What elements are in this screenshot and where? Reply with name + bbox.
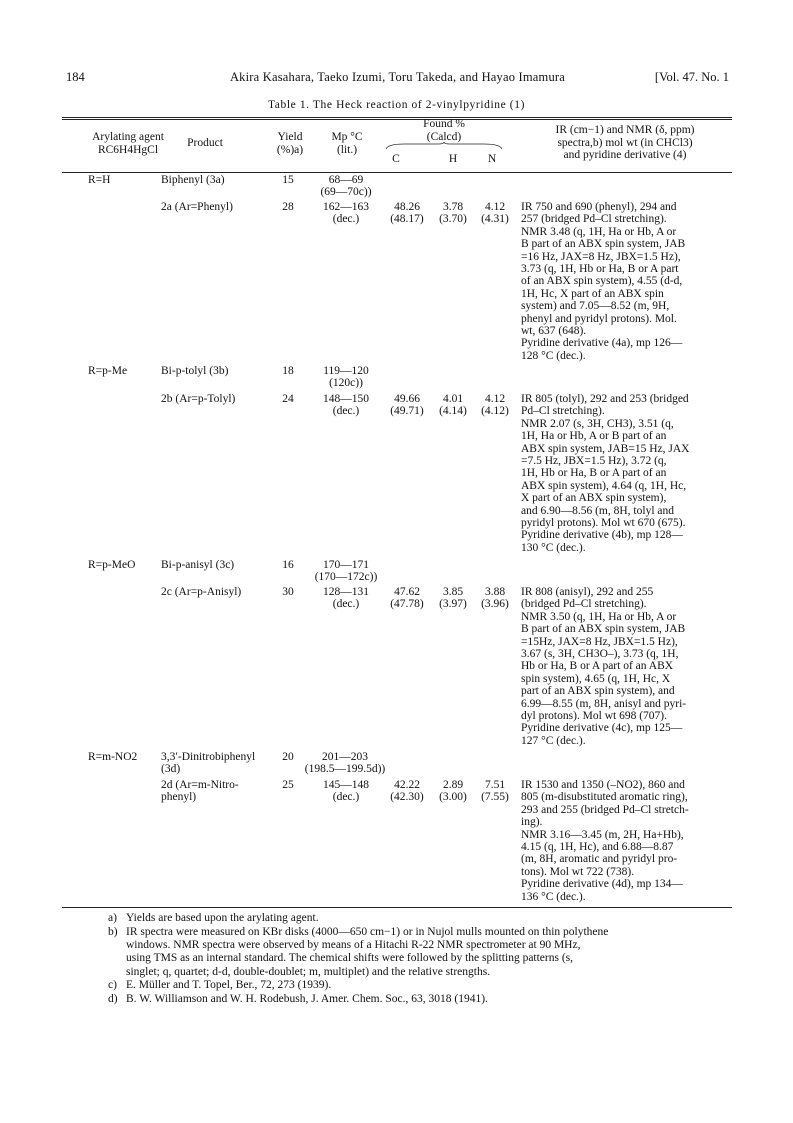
footnote-text: IR spectra were measured on KBr disks (4000—650 cm−1) or in Nujol mulls mounted on thin polythene windows. NMR spectra were observed by means of a Hitachi R-22 NMR spectrometer at 90 MHz, using TMS as an internal standard. The chemical shifts were followed by the splitting patterns (s, singlet; q, quartet; d-d, double-doublet; m, multiplet) and the relative strengths. [126, 926, 609, 978]
biaryl-mp: 68—69 (69—70c)) [320, 174, 372, 199]
biaryl-mp: 201—203 (198.5—199.5d)) [304, 751, 386, 776]
found-h: 3.78 (3.70) [439, 201, 467, 226]
row-agent: R=p-Me [88, 365, 128, 377]
found-n: 7.51 (7.55) [481, 779, 509, 804]
biaryl-yield: 20 [282, 751, 294, 763]
found-h: 4.01 (4.14) [439, 393, 467, 418]
footnote [108, 926, 728, 980]
found-c: 48.26 (48.17) [390, 201, 424, 226]
biaryl-product: Bi-p-anisyl (3c) [161, 559, 235, 571]
complex-product: 2a (Ar=Phenyl) [161, 201, 233, 213]
row-agent: R=m-NO2 [88, 751, 138, 763]
ir-nmr-text: IR 750 and 690 (phenyl), 294 and 257 (bridged Pd–Cl stretching). NMR 3.48 (q, 1H, Ha or Hb, A or B part of an ABX spin system, JAB =16 Hz, JAX=8 Hz, JBX=1.5 Hz), 3.73 (q, 1H, Hb or Ha, B or A part of an ABX spin system), 4.55 (d-d, 1H, Hc, X part of an ABX spin system) and 7.05—8.52 (m, 9H, phenyl and pyridyl protons). Mol. wt, 637 (648). Pyridine derivative (4a), mp 126— 128 °C (dec.). [521, 201, 686, 362]
table-caption: Table 1. The Heck reaction of 2-vinylpyridine (1) [267, 99, 526, 111]
found-h: 3.85 (3.97) [439, 586, 467, 611]
complex-yield: 28 [282, 201, 294, 213]
col-header-h: H [448, 153, 458, 165]
col-header-agent: Arylating agent RC6H4HgCl [92, 131, 164, 156]
biaryl-yield: 15 [282, 174, 294, 186]
footnote [108, 993, 728, 1007]
footnote-label: b) [108, 926, 118, 938]
volume-label: [Vol. 47. No. 1 [654, 70, 729, 84]
table-top-rule [62, 117, 732, 120]
col-header-mp: Mp °C (lit.) [331, 131, 363, 156]
footnote-text: E. Müller and T. Topel, Ber., 72, 273 (1939). [126, 979, 332, 991]
found-c: 47.62 (47.78) [390, 586, 424, 611]
col-header-found: Found % (Calcd) [423, 118, 465, 143]
found-n: 4.12 (4.31) [481, 201, 509, 226]
found-c: 49.66 (49.71) [390, 393, 424, 418]
complex-product: 2b (Ar=p-Tolyl) [161, 393, 236, 405]
ir-nmr-text: IR 808 (anisyl), 292 and 255 (bridged Pd–Cl stretching). NMR 3.50 (q, 1H, Ha or Hb, A or B part of an ABX spin system, JAB =15Hz, JAX=8 Hz, JBX=1.5 Hz), 3.67 (s, 3H, CH3O–), 3.73 (q, 1H, Hb or Ha, B or A part of an ABX spin system), 4.65 (q, 1H, Hc, X part of an ABX spin system), and 6.99—8.55 (m, 8H, anisyl and pyri- dyl protons). Mol wt 698 (707). Pyridine derivative (4c), mp 125— 127 °C (dec.). [521, 586, 687, 747]
found-c: 42.22 (42.30) [390, 779, 424, 804]
complex-mp: 162—163 (dec.) [323, 201, 369, 226]
ir-nmr-text: IR 805 (tolyl), 292 and 253 (bridged Pd–Cl stretching). NMR 2.07 (s, 3H, CH3), 3.51 (q, 1H, Ha or Hb, A or B part of an ABX spin system, JAB=15 Hz, JAX =7.5 Hz, JBX=1.5 Hz), 3.72 (q, 1H, Hb or Ha, B or A part of an ABX spin system), 4.64 (q, 1H, Hc, X part of an ABX spin system), and 6.90—8.56 (m, 8H, tolyl and pyridyl protons). Mol wt 670 (675). Pyridine derivative (4b), mp 128— 130 °C (dec.). [521, 393, 690, 554]
author-line: Akira Kasahara, Taeko Izumi, Toru Takeda, and Hayao Imamura [229, 70, 566, 84]
page-number: 184 [66, 70, 85, 84]
complex-product: 2d (Ar=m-Nitro- phenyl) [161, 779, 239, 804]
biaryl-mp: 119—120 (120c)) [323, 365, 369, 390]
biaryl-product: Biphenyl (3a) [161, 174, 225, 186]
complex-mp: 148—150 (dec.) [323, 393, 369, 418]
col-header-c: C [392, 153, 400, 165]
footnote-label: d) [108, 993, 118, 1005]
biaryl-mp: 170—171 (170—172c)) [314, 559, 378, 584]
table-bottom-rule [62, 907, 732, 908]
row-agent: R=H [88, 174, 111, 186]
col-header-ir: IR (cm−1) and NMR (δ, ppm) spectra,b) mol wt (in CHCl3) and pyridine derivative (4) [555, 124, 695, 161]
biaryl-product: 3,3′-Dinitrobiphenyl (3d) [161, 751, 256, 776]
found-brace-line [384, 142, 504, 150]
complex-mp: 128—131 (dec.) [323, 586, 369, 611]
biaryl-product: Bi-p-tolyl (3b) [161, 365, 229, 377]
col-header-yield: Yield (%)a) [276, 131, 304, 156]
header-bottom-rule [62, 172, 732, 173]
col-header-product: Product [187, 137, 223, 149]
row-agent: R=p-MeO [88, 559, 136, 571]
complex-yield: 24 [282, 393, 294, 405]
complex-mp: 145—148 (dec.) [323, 779, 369, 804]
found-n: 3.88 (3.96) [481, 586, 509, 611]
footnote [108, 912, 728, 926]
footnote-text: B. W. Williamson and W. H. Rodebush, J. Amer. Chem. Soc., 63, 3018 (1941). [126, 993, 488, 1005]
biaryl-yield: 18 [282, 365, 294, 377]
running-header [66, 70, 729, 88]
found-h: 2.89 (3.00) [439, 779, 467, 804]
complex-yield: 30 [282, 586, 294, 598]
footnote-label: c) [108, 979, 117, 991]
footnote-label: a) [108, 912, 117, 924]
footnote-text: Yields are based upon the arylating agent. [126, 912, 319, 924]
footnote [108, 979, 728, 993]
found-n: 4.12 (4.12) [481, 393, 509, 418]
complex-product: 2c (Ar=p-Anisyl) [161, 586, 242, 598]
biaryl-yield: 16 [282, 559, 294, 571]
col-header-n: N [487, 153, 497, 165]
complex-yield: 25 [282, 779, 294, 791]
ir-nmr-text: IR 1530 and 1350 (–NO2), 860 and 805 (m-disubstituted aromatic ring), 293 and 255 (bridged Pd–Cl stretch- ing). NMR 3.16—3.45 (m, 2H, Ha+Hb), 4.15 (q, 1H, Hc), and 6.88—8.87 (m, 8H, aromatic and pyridyl pro- tons). Mol wt 722 (738). Pyridine derivative (4d), mp 134— 136 °C (dec.). [521, 779, 689, 903]
